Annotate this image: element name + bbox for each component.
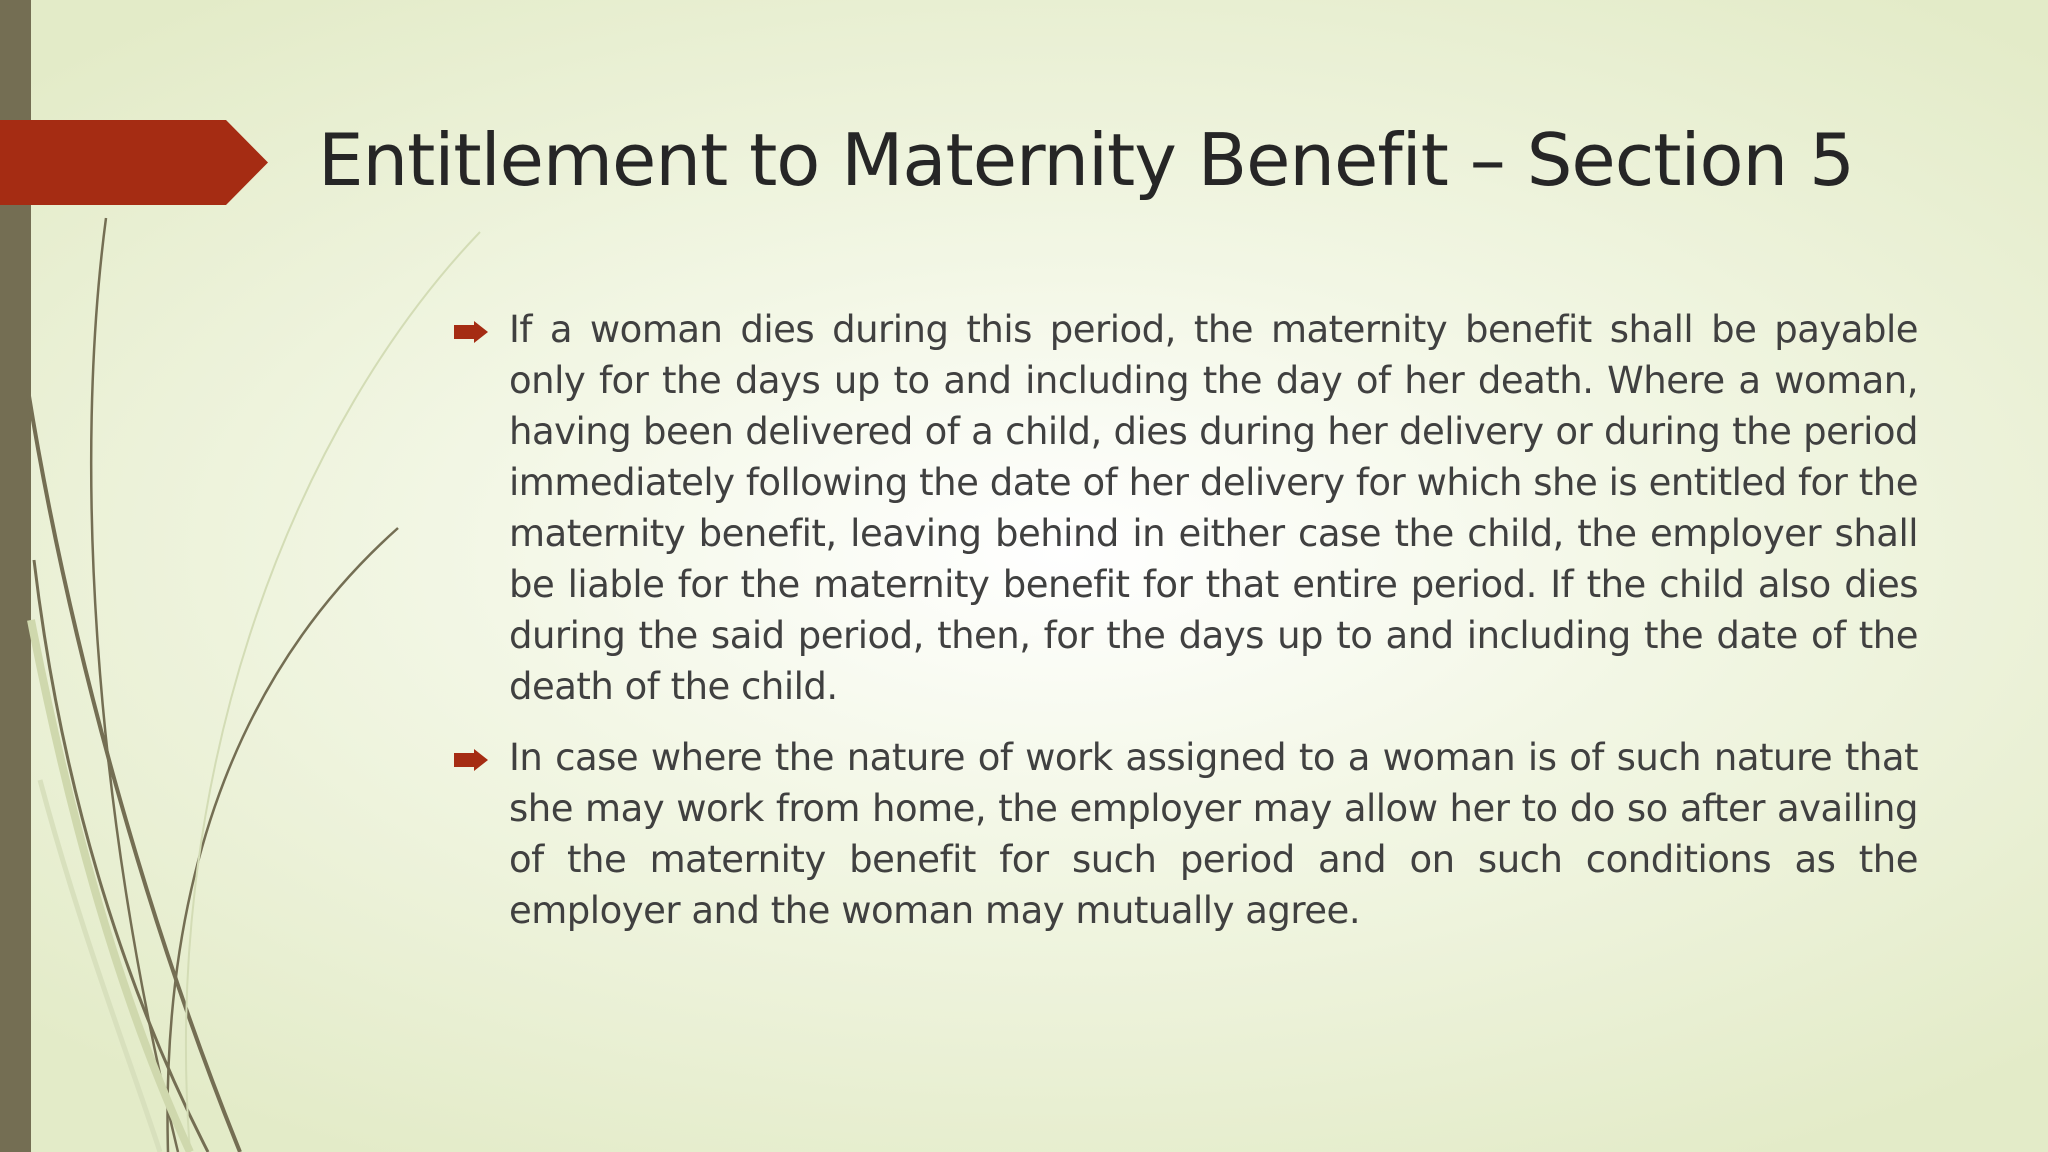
title-arrow-tab [0,120,268,205]
arrow-bullet-icon [454,749,488,771]
arrow-bullet-icon [454,321,488,343]
bullet-list [450,304,1918,956]
swoosh-line [186,232,480,1152]
bullet-item [450,304,1918,712]
slide-title: Entitlement to Maternity Benefit – Section 5 [318,118,1854,202]
bullet-text: In case where the nature of work assigned to a woman is of such nature that she may work from home, the employer may allow her to do so after availing of the maternity benefit for such period and on such conditions as the employer and the woman may mutually agree. [509,736,1918,932]
swoosh-line [40,780,160,1152]
bullet-item [450,732,1918,936]
bullet-text: If a woman dies during this period, the maternity benefit shall be payable only for the days up to and including the day of her death. Where a woman, having been delivered of a child, dies during her delivery or during the period immediately following the date of her delivery for which she is entitled for the maternity benefit, leaving behind in either case the child, the employer shall be liable for the maternity benefit for that entire period. If the child also dies during the said period, then, for the days up to and including the date of the death of the child. [509,308,1918,708]
